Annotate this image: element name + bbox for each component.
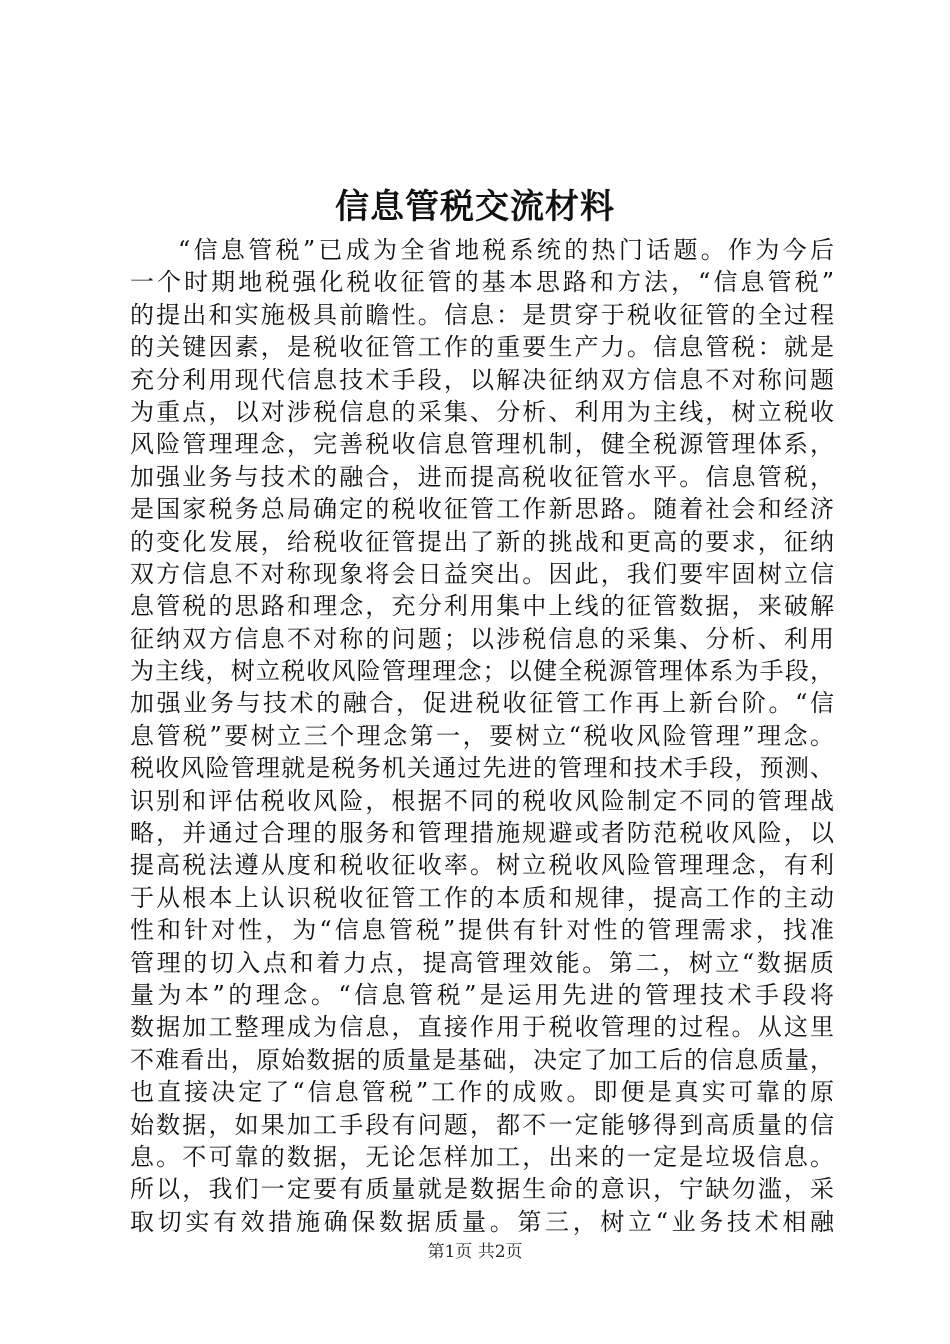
body-line: 是国家税务总局确定的税收征管工作新思路。随着社会和经济 xyxy=(130,495,834,524)
body-line: 征纳双方信息不对称的问题；以涉税信息的采集、分析、利用 xyxy=(130,624,834,653)
body-line: 识别和评估税收风险，根据不同的税收风险制定不同的管理战 xyxy=(130,786,834,815)
body-line: 管理的切入点和着力点，提高管理效能。第二，树立“数据质 xyxy=(130,948,834,977)
body-line: 所以，我们一定要有质量就是数据生命的意识，宁缺勿滥，采 xyxy=(130,1175,834,1204)
body-line: 不难看出，原始数据的质量是基础，决定了加工后的信息质量， xyxy=(130,1045,834,1074)
body-line: 加强业务与技术的融合，促进税收征管工作再上新台阶。“信 xyxy=(130,689,834,718)
document-body xyxy=(130,234,834,1238)
body-line: 于从根本上认识税收征管工作的本质和规律，提高工作的主动 xyxy=(130,883,834,912)
body-line: 取切实有效措施确保数据质量。第三，树立“业务技术相融 xyxy=(130,1207,834,1236)
body-line: 风险管理理念，完善税收信息管理机制，健全税源管理体系， xyxy=(130,430,834,459)
body-line: 双方信息不对称现象将会日益突出。因此，我们要牢固树立信 xyxy=(130,559,834,588)
body-line: 息管税的思路和理念，充分利用集中上线的征管数据，来破解 xyxy=(130,592,834,621)
body-line: 也直接决定了“信息管税”工作的成败。即便是真实可靠的原 xyxy=(130,1078,834,1107)
body-line: 税收风险管理就是税务机关通过先进的管理和技术手段，预测、 xyxy=(130,754,834,783)
body-line: 数据加工整理成为信息，直接作用于税收管理的过程。从这里 xyxy=(130,1013,834,1042)
body-line: 一个时期地税强化税收征管的基本思路和方法，“信息管税” xyxy=(130,268,834,297)
body-line: 量为本”的理念。“信息管税”是运用先进的管理技术手段将 xyxy=(130,980,834,1009)
body-line: 略，并通过合理的服务和管理措施规避或者防范税收风险，以 xyxy=(130,819,834,848)
body-line: 加强业务与技术的融合，进而提高税收征管水平。信息管税， xyxy=(130,462,834,491)
body-line: 息管税”要树立三个理念第一，要树立“税收风险管理”理念。 xyxy=(130,721,834,750)
body-line: 息。不可靠的数据，无论怎样加工，出来的一定是垃圾信息。 xyxy=(130,1142,834,1171)
body-line: 的关键因素，是税收征管工作的重要生产力。信息管税：就是 xyxy=(130,333,834,362)
body-line: 为重点，以对涉税信息的采集、分析、利用为主线，树立税收 xyxy=(130,397,834,426)
body-line: 性和针对性，为“信息管税”提供有针对性的管理需求，找准 xyxy=(130,916,834,945)
body-line: 始数据，如果加工手段有问题，都不一定能够得到高质量的信 xyxy=(130,1110,834,1139)
body-line: 的变化发展，给税收征管提出了新的挑战和更高的要求，征纳 xyxy=(130,527,834,556)
body-line: 提高税法遵从度和税收征收率。树立税收风险管理理念，有利 xyxy=(130,851,834,880)
document-title: 信息管税交流材料 xyxy=(335,187,615,227)
page-footer xyxy=(0,1240,950,1264)
body-line: 的提出和实施极具前瞻性。信息：是贯穿于税收征管的全过程 xyxy=(130,300,834,329)
body-line: 充分利用现代信息技术手段，以解决征纳双方信息不对称问题 xyxy=(130,365,834,394)
page-number: 第1页 xyxy=(427,1242,473,1262)
body-line: 为主线，树立税收风险管理理念；以健全税源管理体系为手段， xyxy=(130,657,834,686)
page-total: 共2页 xyxy=(477,1242,523,1262)
body-line: “信息管税”已成为全省地税系统的热门话题。作为今后 xyxy=(178,236,834,264)
